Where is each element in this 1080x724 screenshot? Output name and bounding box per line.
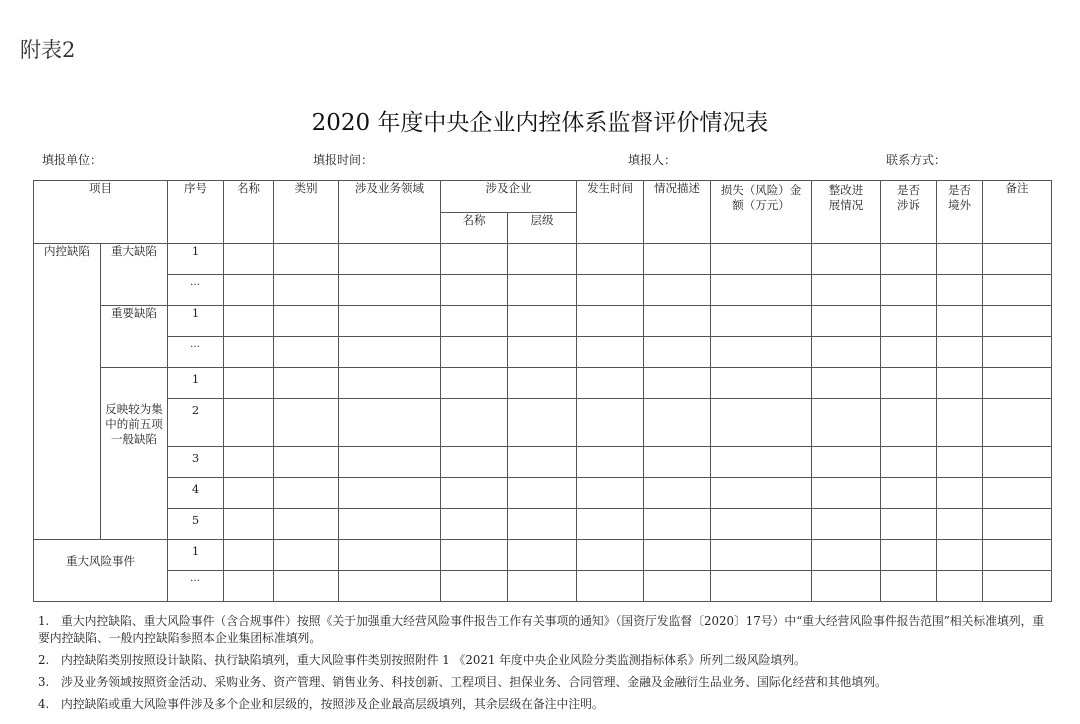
fill-unit-label: 填报单位： <box>42 153 103 167</box>
header-ent-level: 层级 <box>508 213 577 244</box>
table-row <box>34 399 1052 447</box>
table-row <box>34 275 1052 306</box>
header-category: 类别 <box>274 181 339 244</box>
notes <box>38 613 1048 713</box>
header-overseas: 是否境外 <box>937 181 983 244</box>
header-progress: 整改进展情况 <box>812 181 881 244</box>
note-4: 4. 内控缺陷或重大风险事件涉及多个企业和层级的，按照涉及企业最高层级填列，其余层级在备注中注明。 <box>38 697 604 711</box>
header-lawsuit: 是否涉诉 <box>881 181 937 244</box>
group-major-risk: 重大风险事件 <box>34 540 168 602</box>
row-seq: … <box>168 275 224 306</box>
evaluation-table <box>33 180 1052 602</box>
table-row <box>34 540 1052 571</box>
row-seq: 5 <box>168 509 224 540</box>
note-1: 1. 重大内控缺陷、重大风险事件（含合规事件）按照《关于加强重大经营风险事件报告工作有关事项的通知》（国资厅发监督〔2020〕17号）中“重大经营风险事件报告范围”相关标准填列，重要内控缺陷、一般内控缺陷参照本企业集团标准填列。 <box>38 614 1045 645</box>
group-general-defect: 反映较为集中的前五项一般缺陷 <box>101 368 168 540</box>
header-item: 项目 <box>34 181 168 244</box>
table-row <box>34 447 1052 478</box>
header-loss: 损失（风险）金额（万元） <box>711 181 812 244</box>
header-domain: 涉及业务领域 <box>339 181 441 244</box>
row-seq: … <box>168 337 224 368</box>
header-remark: 备注 <box>983 181 1052 244</box>
header-ent-name: 名称 <box>441 213 508 244</box>
group-internal-defect: 内控缺陷 <box>34 244 101 540</box>
group-major-defect: 重大缺陷 <box>101 244 168 306</box>
table-row <box>34 368 1052 399</box>
header-time: 发生时间 <box>577 181 644 244</box>
note-3: 3. 涉及业务领域按照资金活动、采购业务、资产管理、销售业务、科技创新、工程项目、担保业务、合同管理、金融及金融衍生品业务、国际化经营和其他填列。 <box>38 675 887 689</box>
table-row <box>34 478 1052 509</box>
header-enterprise: 涉及企业 <box>441 181 577 213</box>
note-2: 2. 内控缺陷类别按照设计缺陷、执行缺陷填列，重大风险事件类别按照附件 1 《2021 年度中央企业风险分类监测指标体系》所列二级风险填列。 <box>38 653 806 667</box>
table-row <box>34 571 1052 602</box>
fill-time-label: 填报时间： <box>313 153 374 167</box>
appendix-label: 附表2 <box>20 38 76 62</box>
row-seq: 4 <box>168 478 224 509</box>
group-important-defect: 重要缺陷 <box>101 306 168 368</box>
row-seq: 1 <box>168 244 224 275</box>
header-desc: 情况描述 <box>644 181 711 244</box>
row-seq: 1 <box>168 368 224 399</box>
row-seq: 3 <box>168 447 224 478</box>
row-seq: 1 <box>168 540 224 571</box>
page-title: 2020 年度中央企业内控体系监督评价情况表 <box>311 110 769 136</box>
row-seq: 1 <box>168 306 224 337</box>
header-row <box>34 181 1052 213</box>
fill-person-label: 填报人： <box>628 153 677 167</box>
table-row <box>34 306 1052 337</box>
table-row <box>34 509 1052 540</box>
header-name: 名称 <box>224 181 274 244</box>
table-row <box>34 337 1052 368</box>
contact-label: 联系方式： <box>886 153 947 167</box>
header-seq: 序号 <box>168 181 224 244</box>
table-row <box>34 244 1052 275</box>
row-seq: 2 <box>168 399 224 447</box>
row-seq: … <box>168 571 224 602</box>
